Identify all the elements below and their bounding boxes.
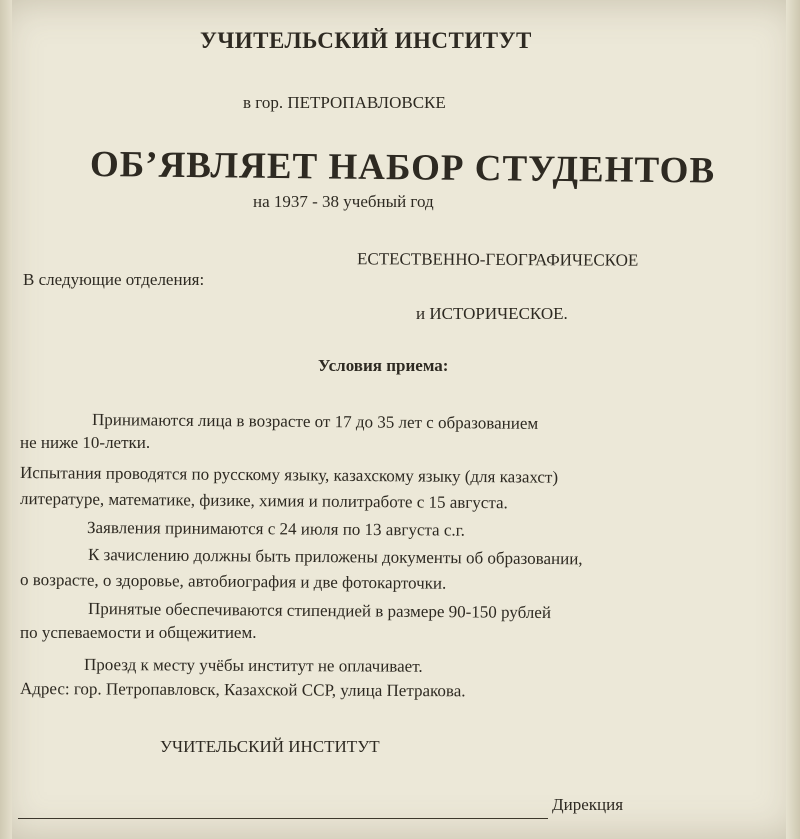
body-line: по успеваемости и общежитием. xyxy=(20,623,257,642)
conditions-heading: Условия приема: xyxy=(318,356,449,375)
institute-title: УЧИТЕЛЬСКИЙ ИНСТИТУТ xyxy=(200,28,532,53)
body-line: не ниже 10-летки. xyxy=(20,433,151,452)
signature-line xyxy=(18,818,548,819)
body-line: Проезд к месту учёбы институт не оплачивает. xyxy=(83,655,423,676)
department-history: и ИСТОРИЧЕСКОЕ. xyxy=(416,304,568,323)
body-line: Принимаются лица в возрасте от 17 до 35 лет с образованием xyxy=(91,410,539,433)
signature-directorate: Дирекция xyxy=(552,795,624,814)
signature-institute: УЧИТЕЛЬСКИЙ ИНСТИТУТ xyxy=(160,737,380,756)
frame-left-edge xyxy=(0,0,12,839)
body-line: Принятые обеспечиваются стипендией в размере 90-150 рублей xyxy=(87,599,552,623)
frame-right-edge xyxy=(786,0,800,839)
body-line: о возрасте, о здоровье, автобиография и две фотокарточки. xyxy=(19,570,447,593)
headline: ОБ’ЯВЛЯЕТ НАБОР СТУДЕНТОВ xyxy=(89,144,716,192)
academic-year: на 1937 - 38 учебный год xyxy=(253,192,434,211)
body-line: Испытания проводятся по русскому языку, казахскому языку (для казахст) xyxy=(19,463,559,487)
departments-label: В следующие отделения: xyxy=(23,270,205,289)
body-line: К зачислению должны быть приложены документы об образовании, xyxy=(87,545,583,569)
body-line: Заявления принимаются с 24 июля по 13 августа с.г. xyxy=(86,518,466,540)
department-natural-geography: ЕСТЕСТВЕННО-ГЕОГРАФИЧЕСКОЕ xyxy=(356,249,639,270)
city-line: в гор. ПЕТРОПАВЛОВСКЕ xyxy=(243,93,446,112)
address-line: Адрес: гор. Петропавловск, Казахской ССР, улица Петракова. xyxy=(19,679,466,701)
body-line: литературе, математике, физике, химия и политработе с 15 августа. xyxy=(19,489,508,513)
